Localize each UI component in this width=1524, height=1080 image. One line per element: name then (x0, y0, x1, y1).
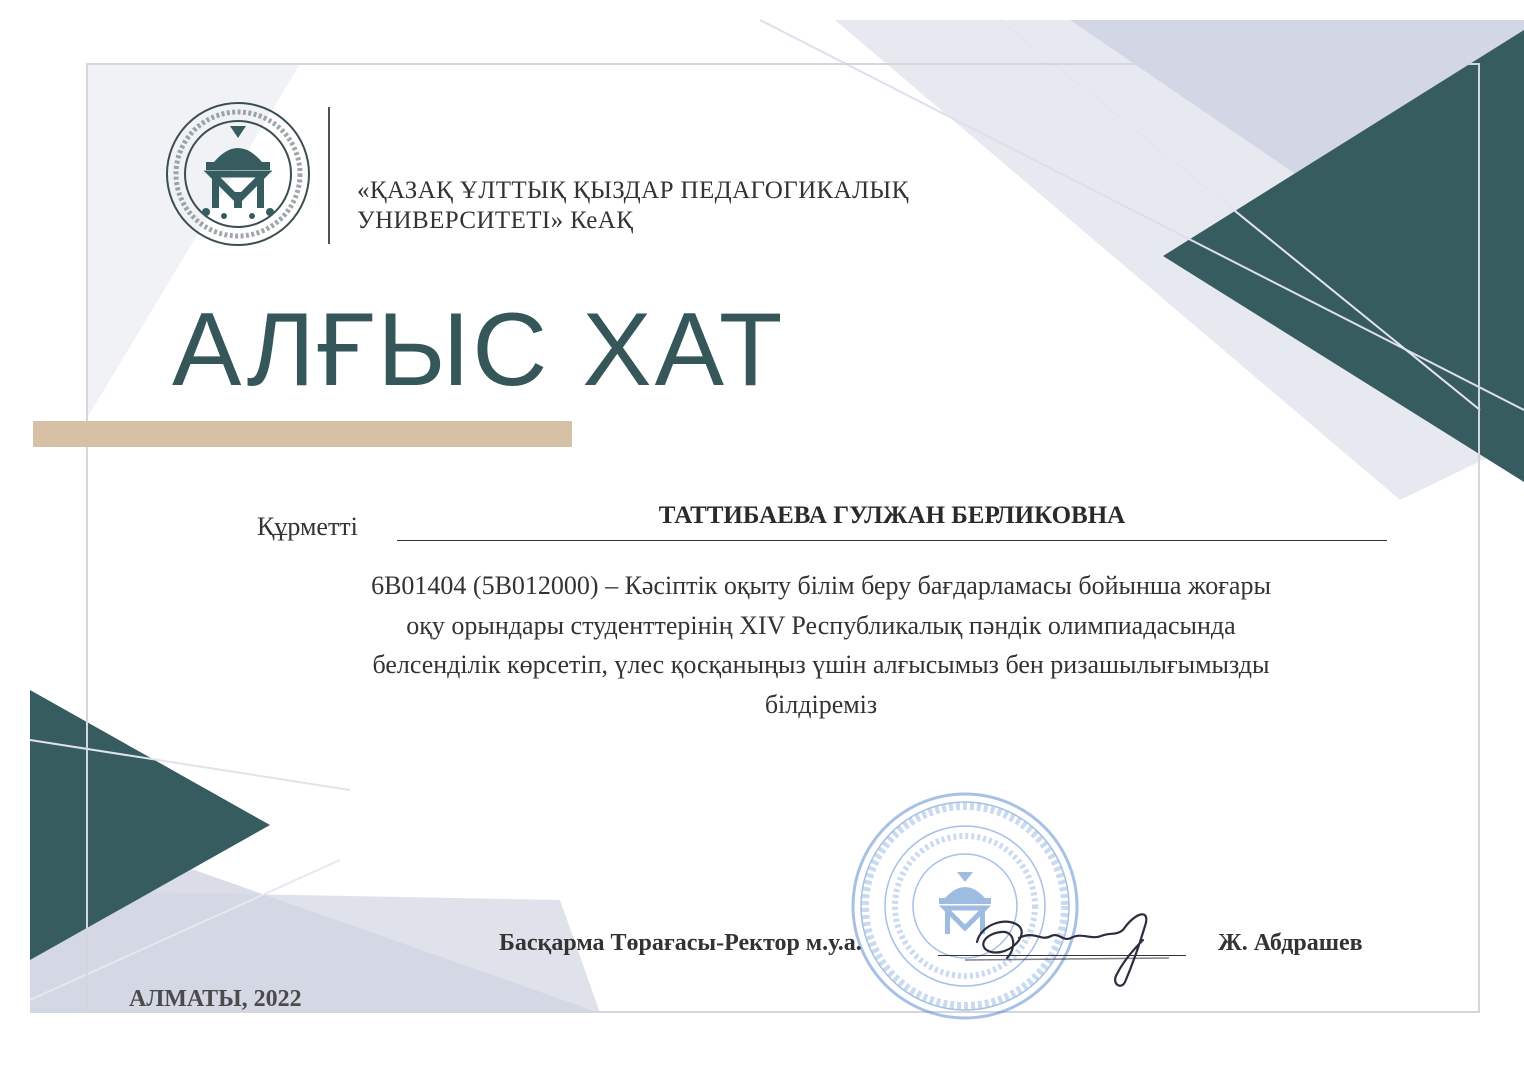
gratitude-text-line: белсенділік көрсетіп, үлес қосқаныңыз үшін алғысымыз бен ризашылығымызды (372, 650, 1270, 679)
salutation: Құрметті (257, 512, 358, 541)
handwritten-signature-icon (955, 890, 1175, 990)
city-year: АЛМАТЫ, 2022 (129, 986, 302, 1012)
logo-divider (328, 107, 330, 244)
university-name (357, 176, 1057, 236)
document-title: АЛҒЫС ХАТ (172, 292, 786, 408)
title-accent-bar (33, 421, 572, 447)
university-logo-icon (164, 100, 312, 248)
gratitude-text-line: 6В01404 (5В012000) – Кәсіптік оқыту білім беру бағдарламасы бойынша жоғары (371, 571, 1271, 600)
signatory-position: Басқарма Төрағасы-Ректор м.у.а. (499, 930, 862, 956)
gratitude-text-line: білдіреміз (764, 689, 878, 719)
gratitude-text (253, 566, 1389, 724)
recipient-underline (397, 540, 1387, 541)
university-name-line-2: УНИВЕРСИТЕТІ» КеАҚ (357, 207, 634, 234)
signatory-name: Ж. Абдрашев (1218, 930, 1363, 956)
university-name-line-1: «ҚАЗАҚ ҰЛТТЫҚ ҚЫЗДАР ПЕДАГОГИКАЛЫҚ (357, 177, 909, 204)
recipient-name: ТАТТИБАЕВА ГУЛЖАН БЕРЛИКОВНА (658, 502, 1126, 529)
gratitude-text-line: оқу орындары студенттерінің XIV Республикалық пәндік олимпиадасында (406, 610, 1236, 640)
